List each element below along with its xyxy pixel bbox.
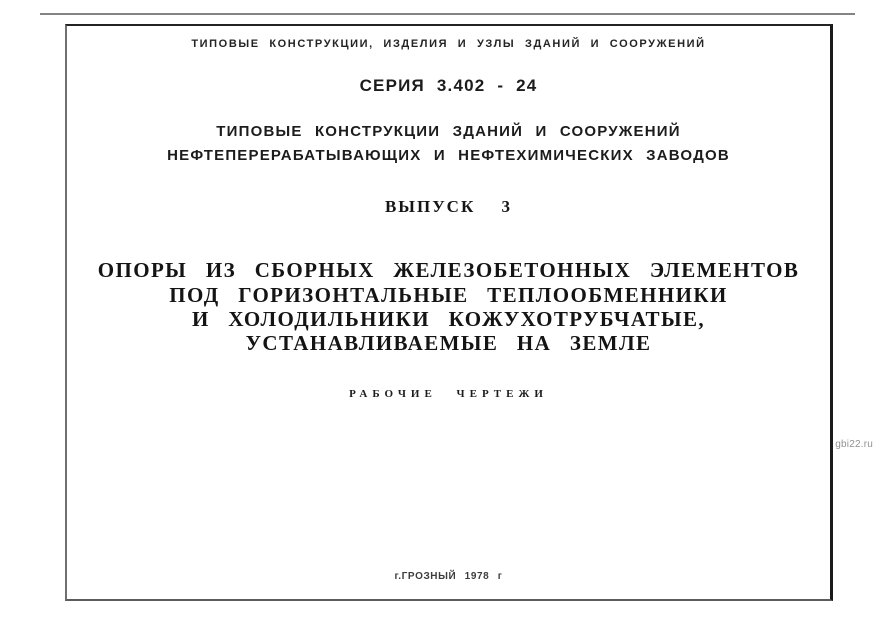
subtitle-line-2: НЕФТЕПЕРЕРАБАТЫВАЮЩИХ И НЕФТЕХИМИЧЕСКИХ ЗАВОДОВ <box>167 147 730 164</box>
scan-edge-line <box>40 13 855 15</box>
subtitle-line-1: ТИПОВЫЕ КОНСТРУКЦИИ ЗДАНИЙ И СООРУЖЕНИЙ <box>216 123 681 140</box>
city-year-footer: г.ГРОЗНЫЙ 1978 г <box>394 571 503 582</box>
main-title-line-4: УСТАНАВЛИВАЕМЫЕ НА ЗЕМЛЕ <box>245 331 652 355</box>
main-title-line-2: ПОД ГОРИЗОНТАЛЬНЫЕ ТЕПЛООБМЕННИКИ <box>169 283 728 307</box>
main-title-line-3: И ХОЛОДИЛЬНИКИ КОЖУХОТРУБЧАТЫЕ, <box>191 307 706 331</box>
page-border-frame <box>65 24 833 601</box>
main-title-line-1: ОПОРЫ ИЗ СБОРНЫХ ЖЕЛЕЗОБЕТОННЫХ ЭЛЕМЕНТОВ <box>97 258 800 282</box>
series-number: СЕРИЯ 3.402 - 24 <box>359 76 538 95</box>
document-type-label: РАБОЧИЕ ЧЕРТЕЖИ <box>349 388 548 400</box>
issue-number: ВЫПУСК 3 <box>384 197 513 216</box>
document-header-line: ТИПОВЫЕ КОНСТРУКЦИИ, ИЗДЕЛИЯ И УЗЛЫ ЗДАНИЙ И СООРУЖЕНИЙ <box>191 38 706 50</box>
watermark: gbi22.ru <box>835 439 873 450</box>
